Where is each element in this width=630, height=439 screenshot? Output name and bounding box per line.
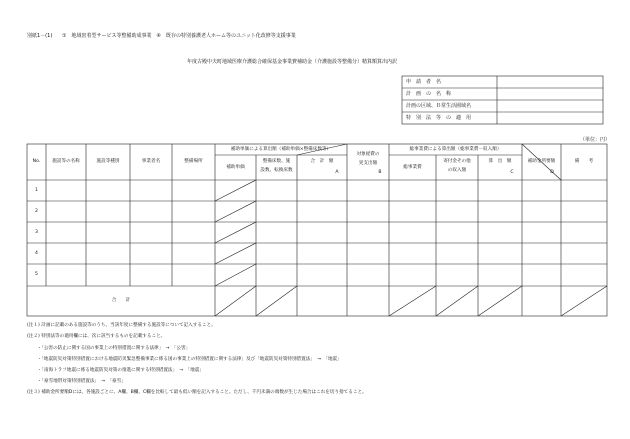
plan-name-label: 計 画 の 名 称 <box>406 91 452 97</box>
col-eligible-header-2: 実支出額 <box>358 161 378 166</box>
note-1: (注１) 計画に記載のある施設等のうち、当該年度に整備する施設等について記入すること。 <box>27 323 216 328</box>
note-2-item-1: ・「公害の防止に関する国の事業上の特別措置に関する法律」 → 「公害」 <box>37 346 191 351</box>
col-remarks-header: 備 考 <box>574 159 594 164</box>
col-subsidy-d-letter: D <box>550 170 554 175</box>
total-row-label: 合 計 <box>111 298 131 303</box>
col-calc-header: 算 出 額 <box>488 159 512 164</box>
note-2-item-4: ・「豪雪地帯対策特別措置法」 → 「豪雪」 <box>37 379 126 384</box>
area-name-label: 計画の区域、Ｂ常生活圏域名 <box>406 103 472 109</box>
col-eligible-b-letter: B <box>378 170 382 175</box>
col-facility-name-header: 施設等の名称 <box>52 159 80 164</box>
note-2: (注２) 特別法等の適用欄には、次に該当するものを記載すること。 <box>27 334 166 339</box>
form-subtitle: ① 地域密着型サービス等整備助成事業 ④ 既存の特別養護老人ホーム等のユニット化改修等支援事業 <box>62 33 296 39</box>
col-donation-header-2: の収入額 <box>447 168 467 173</box>
col-donation-header-1: 寄付金その他 <box>443 159 471 164</box>
col-unit-price-header: 補助単価 <box>226 165 245 170</box>
note-2-item-2: ・「地震防災対策特別措置における地震防災緊急整備事業に係る国の事業上の特別措置に関する法律」及び「地震防災対策特別措置法」 → 「地震」 <box>37 357 342 362</box>
row-number: 4 <box>35 251 38 256</box>
document-title: 年度古殿中夫町地域医療介護総合確保基金事業費補助金（介護施設等整備分）精算額算出内訳 <box>187 59 398 65</box>
row-number: 2 <box>35 209 38 214</box>
col-total-a-header: 合 計 額 <box>310 159 334 164</box>
row-number: 1 <box>35 188 38 193</box>
col-subsidy-header: 補助金所要額 <box>527 159 556 164</box>
note-3: (注３) 補助金所要額Dには、各施設ごとに、A欄、B欄、C欄を比較して最も低い額を記入すること。ただし、千円未満の端数が生じた場合はこれを切り捨てること。 <box>27 390 367 395</box>
col-beds-header-1: 整備床数、施 <box>262 159 291 164</box>
group-total-cost-header: 総事業費による算出額（総事業費－収入額） <box>409 147 502 152</box>
col-total-a-letter: A <box>335 170 339 175</box>
col-total-project-header: 総事業費 <box>403 165 422 170</box>
note-2-item-3: ・「南海トラフ地震に係る地震防災対策の推進に関する特別措置法」 → 「地震」 <box>37 368 204 373</box>
applicant-name-label: 申 請 者 名 <box>406 79 442 85</box>
col-location-header: 整備場所 <box>184 159 203 164</box>
group-unit-price-header: 補助単価による算出額（補助単価×整備床数等） <box>230 147 332 152</box>
row-number: 5 <box>35 272 38 277</box>
col-beds-header-2: 設数、転換床数 <box>260 168 293 173</box>
col-calc-c-letter: C <box>510 170 514 175</box>
col-operator-header: 事業者名 <box>141 159 161 164</box>
col-no-header: No. <box>32 159 41 164</box>
unit-note: （単位：円） <box>580 137 611 143</box>
special-law-label: 特 別 法 等 の 適 用 <box>406 115 472 121</box>
col-facility-type-header: 施設等種別 <box>96 159 120 164</box>
col-eligible-header-1: 対象経費の <box>356 152 380 157</box>
row-number: 3 <box>35 230 38 235</box>
form-label: 別紙1－(1) <box>27 33 53 39</box>
